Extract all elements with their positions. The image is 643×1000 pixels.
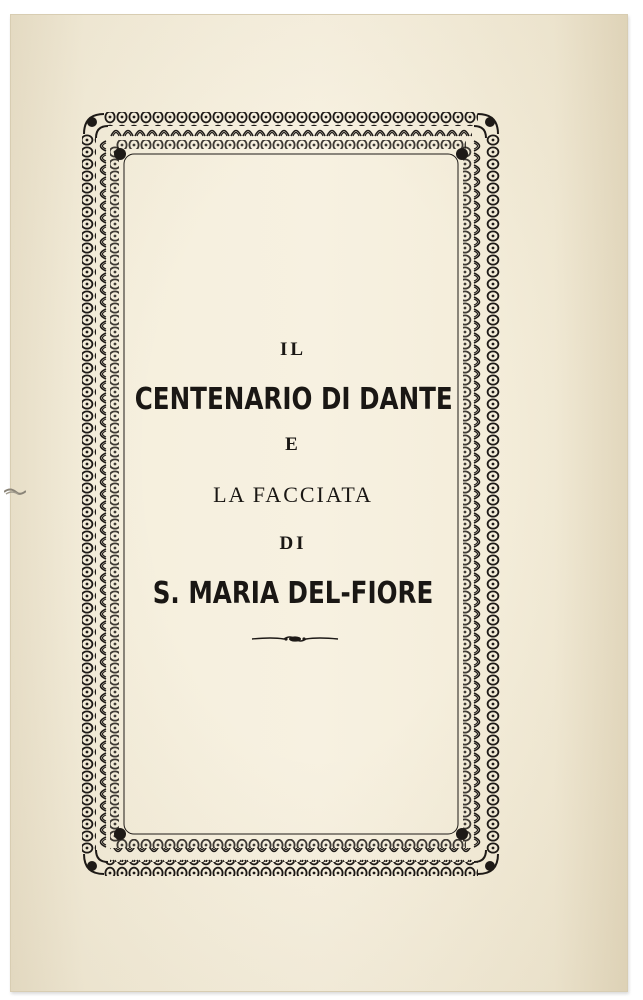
title-line-facciata: LA FACCIATA [213, 482, 373, 507]
title-line-centenario: CENTENARIO DI DANTE [134, 382, 453, 417]
title-line-article: IL [279, 339, 307, 360]
binding-thread-icon [4, 485, 26, 499]
title-line-conjunction: E [285, 434, 301, 455]
title-line-preposition: DI [279, 533, 307, 554]
pamphlet-cover [10, 14, 628, 992]
rule-ornament-icon [250, 633, 340, 645]
title-line-santa-maria: S. MARIA DEL-FIORE [152, 576, 434, 611]
